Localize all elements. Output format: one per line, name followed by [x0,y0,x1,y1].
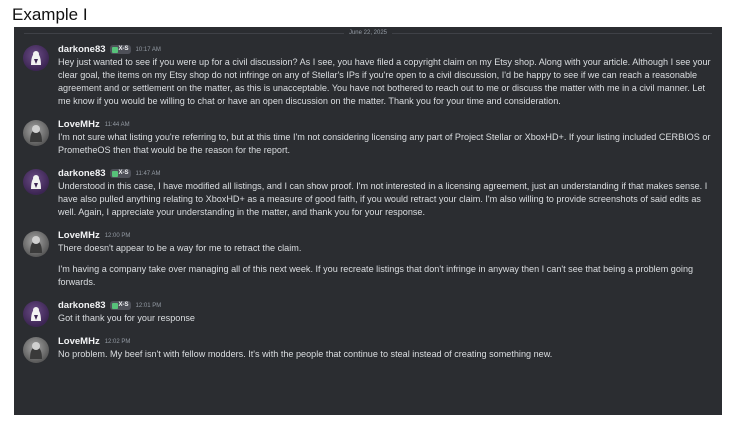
message-body [58,131,714,157]
date-divider [24,27,712,39]
message-header [58,299,714,312]
username[interactable]: darkone83 [58,44,106,55]
avatar[interactable] [23,301,49,327]
avatar[interactable] [23,337,49,363]
message-header [58,43,714,56]
message-text: No problem. My beef isn't with fellow modders. It's with the people that continue to steal instead of creating something new. [58,349,553,359]
message-text: I'm not sure what listing you're referring to, but at this time I'm not considering licensing any part of Project Stellar or XboxHD+. If your listing included CERBIOS or PrometheOS then that would be the reason for the report. [58,132,711,155]
username[interactable]: LoveMHz [58,119,100,130]
avatar[interactable] [23,231,49,257]
server-tag[interactable] [110,169,131,178]
message-header [58,118,714,131]
message-text: Hey just wanted to see if you were up for a civil discussion? As I see, you have filed a copyright claim on my Etsy shop. Along with your article. Although I see your clear goal, the items on my Etsy shop do not infringe on any of Stellar's IPs if you're open to a civil discussion, I'd be happy to see if we can reach a reasonable agreement and or settlement on the matter, as this is unacceptable. You have not bothered to reach out to me or discuss the matter with me in a civil manner. Let me know if you would be willing to chat or have an open discussion on the matter. Thank you for your time and consideration. [58,57,711,106]
server-tag[interactable] [110,45,131,54]
timestamp: 12:00 PM [104,232,131,239]
chat-panel [14,27,722,415]
message-header [58,167,714,180]
username[interactable]: darkone83 [58,168,106,179]
message-text: I'm having a company take over managing all of this next week. If you recreate listings that don't infringe in anyway then I can't see that being a problem going forwards. [58,264,694,287]
username[interactable]: darkone83 [58,300,106,311]
message [14,229,722,289]
avatar[interactable] [23,120,49,146]
example-caption: Example I [12,5,88,24]
message [14,43,722,108]
message [14,299,722,325]
message-header [58,229,714,242]
message-body [58,242,714,289]
message-text: Understood in this case, I have modified all listings, and I can show proof. I'm not interested in a licensing agreement, just an understanding if that makes sense. I have also pulled anything relating to XboxHD+ as a measure of good faith, if you would retract your claim. I'm also willing to provide screenshots of said edits as well. Again, I appreciate your understanding in the matter, and thank you for your response. [58,181,708,217]
server-tag-label: X-S [118,170,129,176]
message [14,118,722,157]
date-divider-label: June 22, 2025 [344,27,392,39]
message-header [58,335,714,348]
server-tag[interactable] [110,301,131,310]
timestamp: 10:17 AM [135,46,161,53]
timestamp: 12:02 PM [104,338,131,345]
timestamp: 11:47 AM [135,170,161,177]
server-tag-label: X-S [118,46,129,52]
server-tag-label: X-S [118,302,129,308]
message-text: Got it thank you for your response [58,313,195,323]
timestamp: 12:01 PM [135,302,162,309]
message-body [58,348,714,361]
username[interactable]: LoveMHz [58,230,100,241]
avatar[interactable] [23,169,49,195]
message-text: There doesn't appear to be a way for me to retract the claim. [58,243,302,253]
message-body [58,312,714,325]
avatar[interactable] [23,45,49,71]
message-body [58,56,714,108]
tag-icon [112,47,118,53]
tag-icon [112,171,118,177]
username[interactable]: LoveMHz [58,336,100,347]
message [14,167,722,219]
tag-icon [112,303,118,309]
timestamp: 11:44 AM [104,121,130,128]
message [14,335,722,361]
message-body [58,180,714,219]
